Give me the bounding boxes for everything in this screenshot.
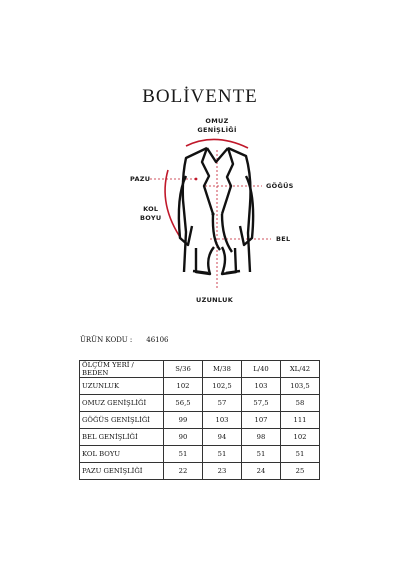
table-header-cell: S/36 [164, 361, 203, 378]
table-cell: GÖĞÜS GENİŞLİĞİ [80, 412, 164, 429]
table-cell: KOL BOYU [80, 446, 164, 463]
table-cell: 58 [281, 395, 320, 412]
product-code-value: 46106 [146, 336, 169, 344]
label-shoulder [192, 117, 242, 135]
table-cell: 51 [281, 446, 320, 463]
table-header-row [80, 361, 320, 378]
table-cell: 111 [281, 412, 320, 429]
table-cell: UZUNLUK [80, 378, 164, 395]
table-cell: 56,5 [164, 395, 203, 412]
table-cell: 57 [203, 395, 242, 412]
table-cell: 23 [203, 463, 242, 480]
label-sleeve-line1: KOL [143, 205, 159, 213]
table-cell: 51 [203, 446, 242, 463]
biceps-marker [195, 178, 198, 181]
product-code-row [80, 336, 169, 344]
table-cell: 102,5 [203, 378, 242, 395]
table-row [80, 463, 320, 480]
table-cell: 98 [242, 429, 281, 446]
label-sleeve-line2: BOYU [140, 214, 162, 222]
table-cell: 102 [164, 378, 203, 395]
label-biceps: PAZU [130, 175, 151, 183]
coat-outline [179, 148, 253, 274]
table-header-cell: ÖLÇÜM YERİ / BEDEN [80, 361, 164, 378]
table-cell: 25 [281, 463, 320, 480]
table-cell: PAZU GENİŞLİĞİ [80, 463, 164, 480]
button-icon [211, 212, 214, 215]
table-header-cell: M/38 [203, 361, 242, 378]
label-length: UZUNLUK [196, 296, 234, 304]
table-row [80, 412, 320, 429]
table-cell: 22 [164, 463, 203, 480]
table-row [80, 378, 320, 395]
table-cell: 24 [242, 463, 281, 480]
shoulder-arc [186, 139, 248, 148]
table-header-cell: L/40 [242, 361, 281, 378]
label-waist: BEL [276, 235, 291, 243]
table-cell: BEL GENİŞLİĞİ [80, 429, 164, 446]
label-shoulder-line1: OMUZ [205, 117, 229, 125]
table-row [80, 395, 320, 412]
size-table [79, 360, 320, 480]
label-chest: GÖĞÜS [266, 182, 294, 190]
table-cell: 103 [242, 378, 281, 395]
product-code-label: ÜRÜN KODU : [80, 336, 133, 344]
table-cell: 57,5 [242, 395, 281, 412]
table-row [80, 429, 320, 446]
table-cell: 107 [242, 412, 281, 429]
table-cell: 102 [281, 429, 320, 446]
table-cell: 90 [164, 429, 203, 446]
table-cell: 51 [164, 446, 203, 463]
brand-logo: BOLİVENTE [142, 86, 258, 107]
table-cell: 103,5 [281, 378, 320, 395]
table-row [80, 446, 320, 463]
table-header-cell: XL/42 [281, 361, 320, 378]
label-sleeve [140, 205, 161, 223]
table-cell: OMUZ GENİŞLİĞİ [80, 395, 164, 412]
label-shoulder-line2: GENİŞLİĞİ [197, 126, 237, 134]
table-cell: 99 [164, 412, 203, 429]
table-cell: 51 [242, 446, 281, 463]
table-cell: 103 [203, 412, 242, 429]
table-cell: 94 [203, 429, 242, 446]
